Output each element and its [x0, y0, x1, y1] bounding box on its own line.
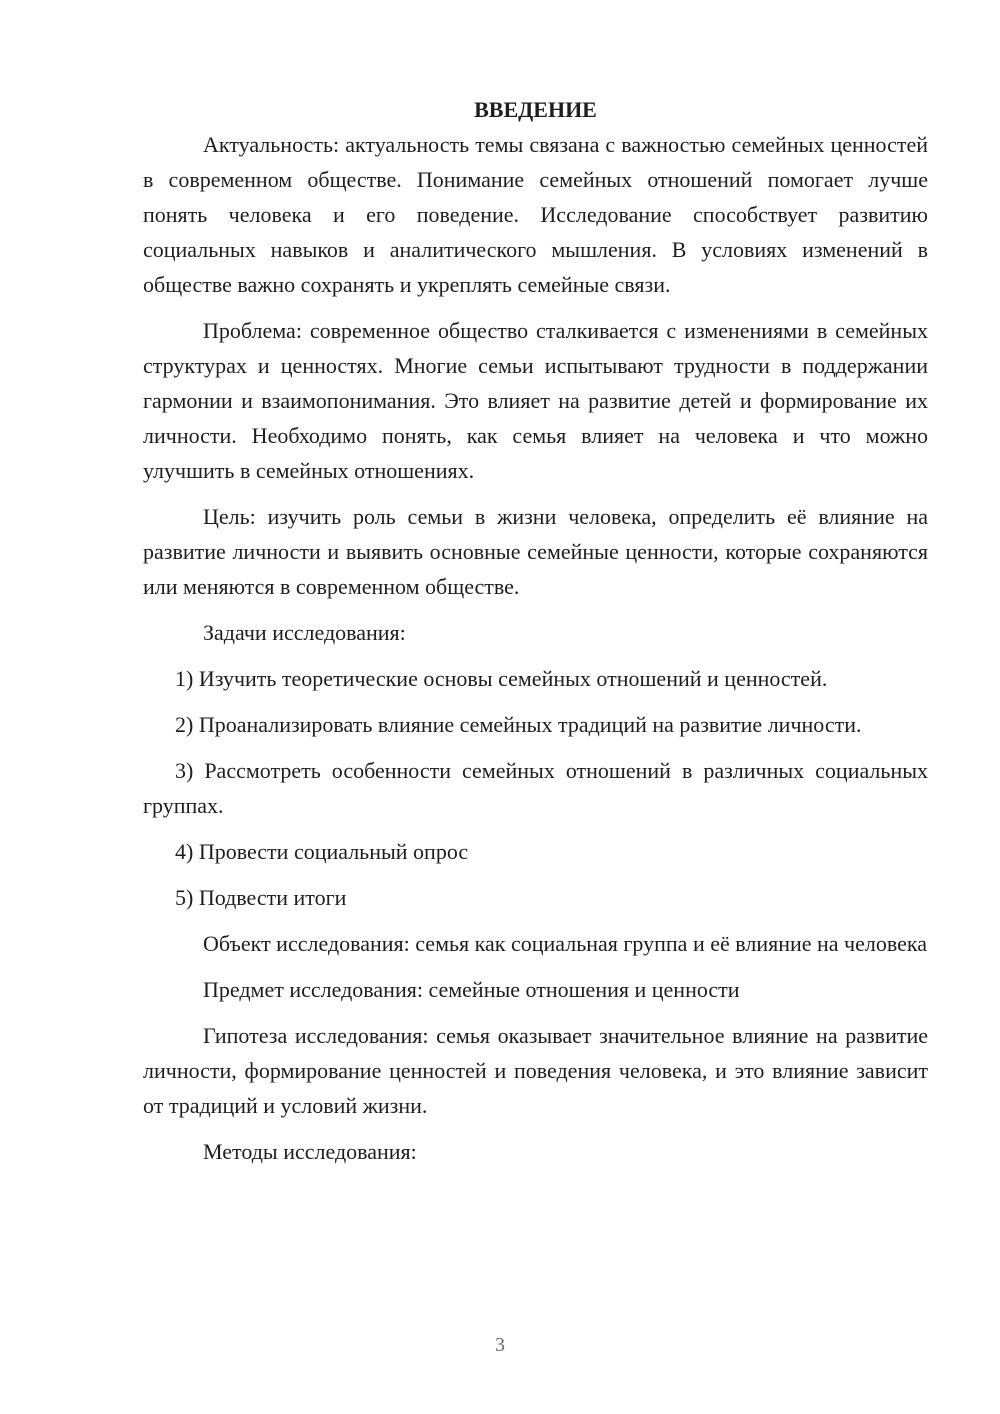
goal-paragraph: Цель: изучить роль семьи в жизни человека, определить её влияние на развитие личности и выявить основные семейные ценности, которые сохраняются или меняются в современном обществе.: [143, 504, 928, 599]
task-item-2: 2) Проанализировать влияние семейных традиций на развитие личности.: [175, 712, 862, 737]
task-item-4: 4) Провести социальный опрос: [175, 839, 469, 864]
task-item-3: 3) Рассмотреть особенности семейных отношений в различных социальных группах.: [143, 758, 928, 818]
task-item-1: 1) Изучить теоретические основы семейных отношений и ценностей.: [175, 666, 828, 691]
page-number: 3: [495, 1334, 505, 1356]
document-page: [143, 92, 928, 1169]
tasks-heading: Задачи исследования:: [203, 620, 406, 645]
problem-paragraph: Проблема: современное общество сталкивается с изменениями в семейных структурах и ценностях. Многие семьи испытывают трудности в поддержании гармонии и взаимопонимания. Это влияет на развитие детей и формирование их личности. Необходимо понять, как семья влияет на человека и что можно улучшить в семейных отношениях.: [143, 318, 928, 483]
relevance-paragraph: Актуальность: актуальность темы связана с важностью семейных ценностей в современном обществе. Понимание семейных отношений помогает лучше понять человека и его поведение. Исследование способствует развитию социальных навыков и аналитического мышления. В условиях изменений в обществе важно сохранять и укреплять семейные связи.: [143, 132, 928, 297]
object-paragraph: Объект исследования: семья как социальная группа и её влияние на человека: [203, 931, 928, 956]
page-title: ВВЕДЕНИЕ: [474, 97, 597, 122]
methods-heading: Методы исследования:: [203, 1139, 417, 1164]
hypothesis-paragraph: Гипотеза исследования: семья оказывает значительное влияние на развитие личности, формирование ценностей и поведения человека, и это влияние зависит от традиций и условий жизни.: [143, 1023, 928, 1118]
task-item-5: 5) Подвести итоги: [175, 885, 347, 910]
subject-paragraph: Предмет исследования: семейные отношения и ценности: [203, 977, 740, 1002]
